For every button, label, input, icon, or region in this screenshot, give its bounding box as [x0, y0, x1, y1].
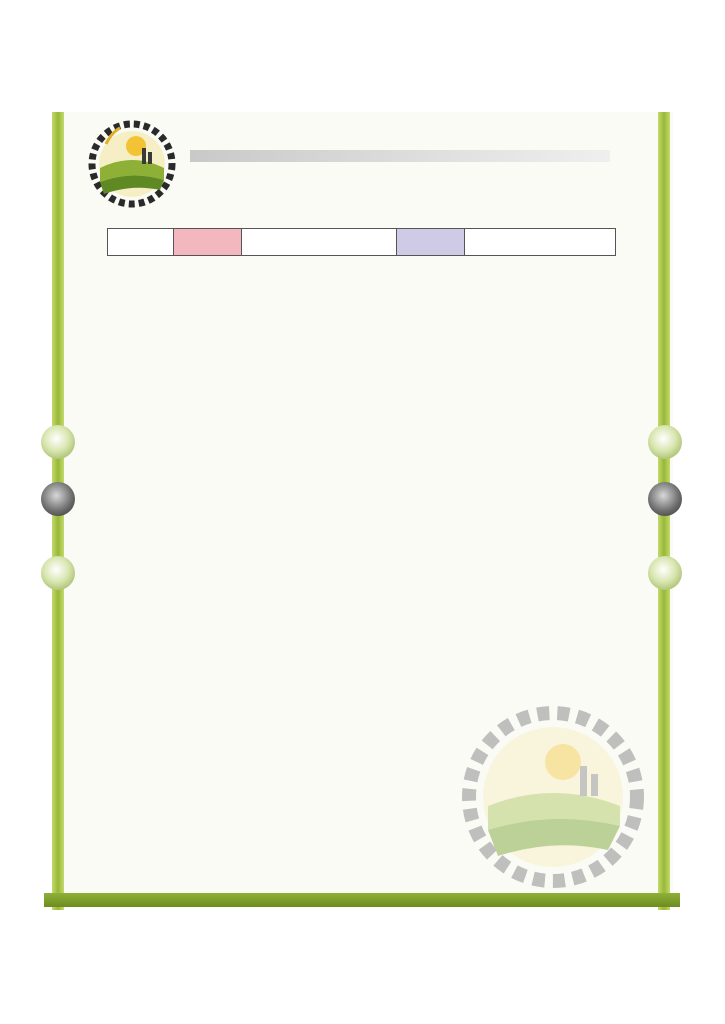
header-area: [108, 229, 174, 256]
investment-table: [107, 228, 616, 256]
bottom-green-bar: [44, 893, 680, 907]
title-band: [190, 150, 610, 162]
ornament-right-3: [648, 556, 682, 590]
investment-commission-logo: [86, 118, 178, 214]
watermark-logo: [458, 702, 648, 892]
ornament-left-2: [41, 482, 75, 516]
header-cost: [174, 229, 242, 256]
ornament-right-2: [648, 482, 682, 516]
ornament-right-1: [648, 425, 682, 459]
header-project-name: [465, 229, 616, 256]
table-header-row: [108, 229, 616, 256]
ornament-left-1: [41, 425, 75, 459]
ornament-left-3: [41, 556, 75, 590]
header-sector: [397, 229, 465, 256]
header-products: [242, 229, 397, 256]
